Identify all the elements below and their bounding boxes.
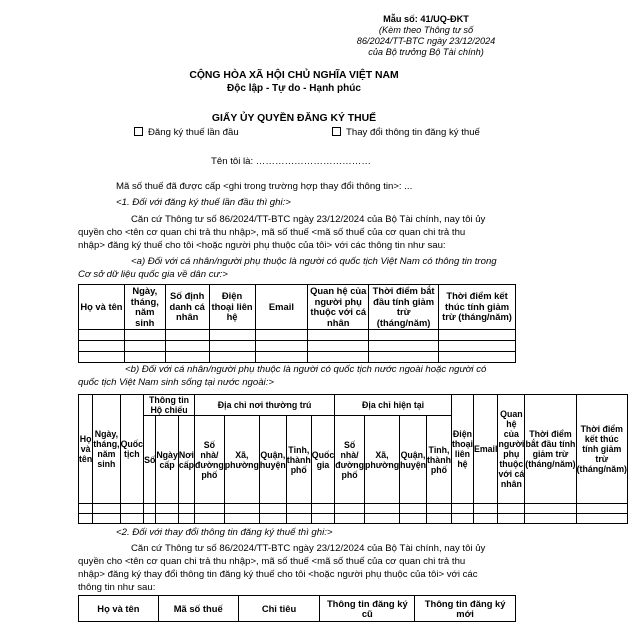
col-header-new-info: Thông tin đăng ký mới xyxy=(415,596,516,622)
col-header-field: Chỉ tiêu xyxy=(238,596,320,622)
col-header-passport-place: Nơi cấp xyxy=(178,416,194,504)
form-note-1: (Kèm theo Thông tư số xyxy=(378,25,474,35)
subsection-b-line-2: quốc tịch Việt Nam sinh sống tại nước ngoài:> xyxy=(78,377,274,388)
col-header-nationality: Quốc tịch xyxy=(120,395,143,504)
paragraph-1-line-1: Căn cứ Thông tư số 86/2024/TT-BTC ngày 23/12/2024 của Bộ Tài chính, nay tôi ủy xyxy=(131,214,486,225)
col-header-perm-ward: Xã, phường xyxy=(224,416,259,504)
col-header-end: Thời điểm kết thúc tính giảm trừ (tháng/năm) xyxy=(576,395,627,504)
col-header-start: Thời điểm bắt đầu tính giảm trừ (tháng/năm) xyxy=(525,395,576,504)
col-header-dob: Ngày, tháng, năm sinh xyxy=(93,395,120,504)
col-header-id: Số định danh cá nhân xyxy=(165,285,209,330)
option-change-registration[interactable]: Thay đổi thông tin đăng ký thuế xyxy=(332,127,480,138)
col-header-curr-district: Quận, huyện xyxy=(400,416,427,504)
col-header-passport-number: Số xyxy=(144,416,156,504)
paragraph-2-line-3: nhập> đăng ký thay đổi thông tin đăng ký thuế cho tôi <hoặc người phụ thuộc của tôi> với các xyxy=(78,569,478,580)
document-title: GIẤY ỦY QUYỀN ĐĂNG KÝ THUẾ xyxy=(211,113,377,124)
form-code-box xyxy=(330,14,522,58)
col-header-dob: Ngày, tháng, năm sinh xyxy=(124,285,165,330)
col-header-phone: Điện thoại liên hệ xyxy=(451,395,473,504)
col-header-name: Họ và tên xyxy=(79,395,93,504)
col-header-email: Email xyxy=(473,395,497,504)
subsection-a-line-1: <a) Đối với cá nhân/người phụ thuộc là người có quốc tịch Việt Nam có thông tin trong xyxy=(131,256,497,267)
option-first-registration[interactable]: Đăng ký thuế lần đầu xyxy=(134,127,239,138)
col-header-passport: Thông tin Hộ chiếu xyxy=(144,395,195,416)
col-header-phone: Điện thoại liên hệ xyxy=(209,285,255,330)
subsection-a-line-2: Cơ sở dữ liệu quốc gia về dân cư:> xyxy=(78,269,228,280)
taxcode-line: Mã số thuế đã được cấp <ghi trong trường hợp thay đổi thông tin>: ... xyxy=(116,181,413,192)
paragraph-1-line-2: quyền cho <tên cơ quan chi trả thu nhập>, mã số thuế <mã số thuế của cơ quan chi trả thu xyxy=(78,227,466,238)
col-header-permanent-address: Địa chỉ nơi thường trú xyxy=(195,395,335,416)
table-a xyxy=(78,284,516,363)
col-header-end: Thời điểm kết thúc tính giảm trừ (tháng/năm) xyxy=(439,285,516,330)
form-note-3: của Bộ trưởng Bộ Tài chính) xyxy=(368,47,484,57)
col-header-name: Họ và tên xyxy=(79,596,159,622)
name-line: Tên tôi là: ……………………………… xyxy=(211,156,371,167)
col-header-perm-country: Quốc gia xyxy=(311,416,334,504)
col-header-email: Email xyxy=(255,285,308,330)
form-note-2: 86/2024/TT-BTC ngày 23/12/2024 xyxy=(356,36,496,46)
col-header-curr-house: Số nhà/ đường phố xyxy=(335,416,365,504)
paragraph-1-line-3: nhập> đăng ký thuế cho tôi <hoặc người phụ thuộc của tôi> với các thông tin như sau: xyxy=(78,240,446,251)
checkbox-icon xyxy=(332,127,341,136)
table-c xyxy=(78,595,516,622)
col-header-old-info: Thông tin đăng ký cũ xyxy=(320,596,415,622)
paragraph-2-line-1: Căn cứ Thông tư số 86/2024/TT-BTC ngày 23/12/2024 của Bộ Tài chính, nay tôi ủy xyxy=(131,543,486,554)
nation-name: CỘNG HÒA XÃ HỘI CHỦ NGHĨA VIỆT NAM xyxy=(189,70,399,81)
col-header-curr-ward: Xã, phường xyxy=(364,416,399,504)
paragraph-2-line-2: quyền cho <tên cơ quan chi trả thu nhập>, mã số thuế <mã số thuế của cơ quan chi trả thu xyxy=(78,556,466,567)
section-1-heading: <1. Đối với đăng ký thuế lần đầu thì ghi:> xyxy=(116,197,291,208)
col-header-relation: Quan hệ của người phụ thuộc với cá nhân xyxy=(498,395,525,504)
section-2-heading: <2. Đối với thay đổi thông tin đăng ký thuế thì ghi:> xyxy=(116,527,333,538)
col-header-start: Thời điểm bắt đầu tính giảm trừ (tháng/năm) xyxy=(369,285,439,330)
col-header-current-address: Địa chỉ hiện tại xyxy=(335,395,452,416)
checkbox-icon xyxy=(134,127,143,136)
subsection-b-line-1: <b) Đối với cá nhân/người phụ thuộc là người có quốc tịch nước ngoài hoặc người có xyxy=(125,364,487,375)
table-a-header-row xyxy=(79,285,516,330)
table-c-header-row xyxy=(79,596,516,622)
col-header-perm-district: Quận, huyện xyxy=(259,416,286,504)
nation-motto: Độc lập - Tự do - Hạnh phúc xyxy=(227,83,361,94)
form-code: Mẫu số: 41/UQ-ĐKT xyxy=(383,14,469,24)
col-header-curr-province: Tỉnh, thành phố xyxy=(427,416,452,504)
col-header-perm-house: Số nhà/ đường phố xyxy=(195,416,225,504)
table-b-header-row-1 xyxy=(79,395,628,416)
col-header-name: Họ và tên xyxy=(79,285,125,330)
table-row xyxy=(79,330,516,341)
paragraph-2-line-4: thông tin như sau: xyxy=(78,582,156,593)
col-header-passport-date: Ngày cấp xyxy=(156,416,179,504)
table-row xyxy=(79,352,516,363)
col-header-relation: Quan hệ của người phụ thuộc với cá nhân xyxy=(308,285,369,330)
col-header-perm-province: Tỉnh, thành phố xyxy=(286,416,311,504)
table-row xyxy=(79,514,628,524)
col-header-taxcode: Mã số thuế xyxy=(158,596,238,622)
table-row xyxy=(79,341,516,352)
table-row xyxy=(79,504,628,514)
table-b xyxy=(78,394,628,524)
